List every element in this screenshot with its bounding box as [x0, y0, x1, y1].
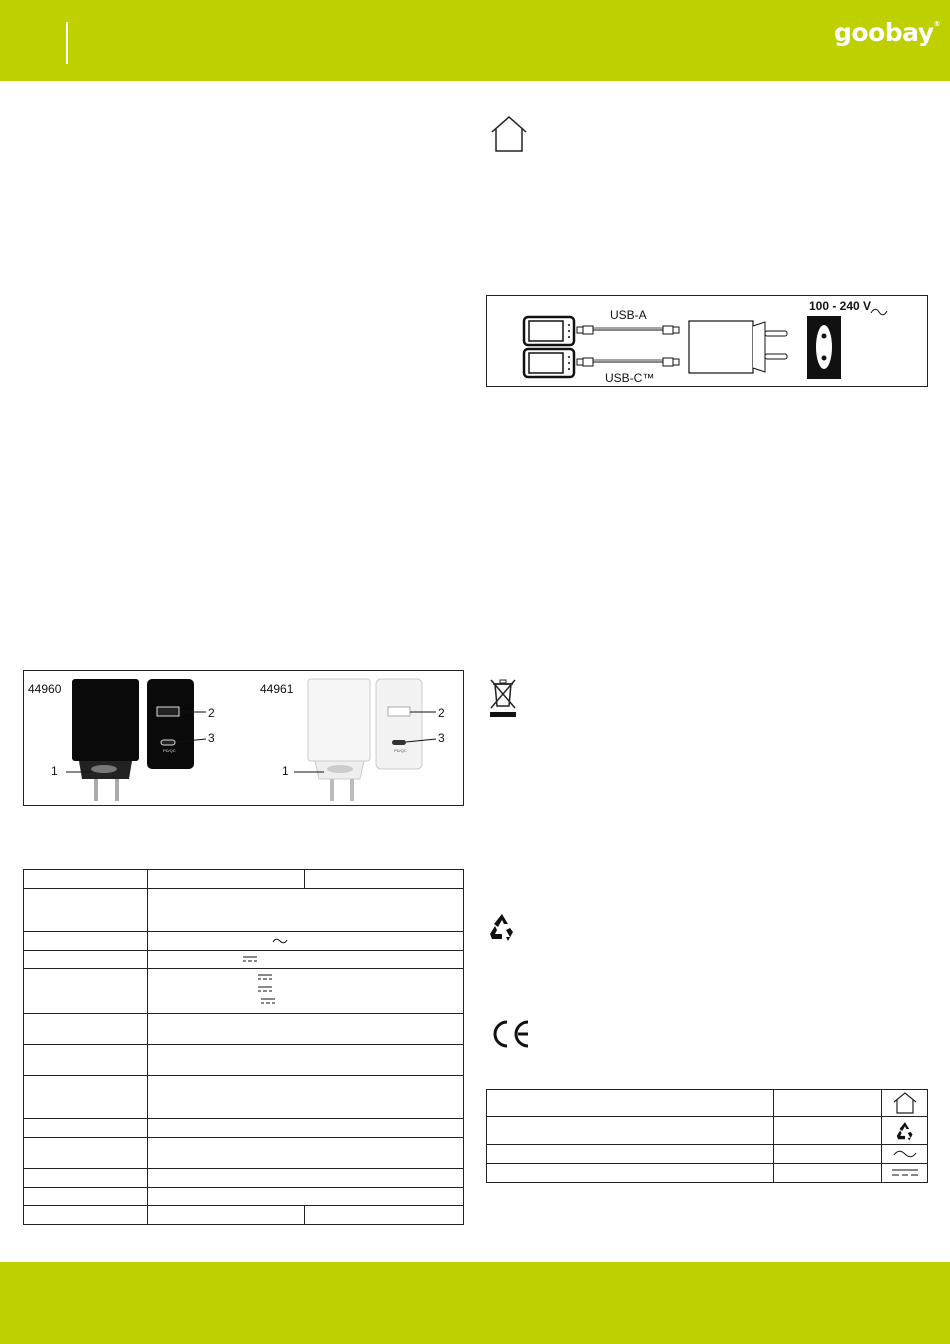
dc-symbol-icon	[258, 986, 272, 992]
spec-cell	[305, 870, 464, 889]
symbol-cell	[882, 1164, 928, 1183]
spec-cell	[24, 932, 148, 951]
spec-cell	[24, 1119, 148, 1138]
spec-cell	[24, 1014, 148, 1045]
model-number-white: 44961	[260, 682, 294, 696]
spec-cell	[147, 1014, 463, 1045]
callout-2-white: 2	[438, 706, 445, 720]
voltage-label: 100 - 240 V	[809, 299, 872, 313]
spec-cell	[24, 951, 148, 969]
port-marking-white: PD/QC	[394, 748, 407, 753]
spec-cell	[147, 1188, 463, 1206]
spec-cell	[24, 1045, 148, 1076]
spec-table	[23, 869, 464, 1225]
spec-cell	[24, 969, 148, 1014]
symbol-cell	[487, 1145, 774, 1164]
symbol-cell	[882, 1090, 928, 1117]
usb-a-label: USB-A	[610, 308, 647, 322]
spec-cell	[147, 932, 463, 951]
spec-cell	[24, 870, 148, 889]
symbol-cell	[882, 1145, 928, 1164]
dc-symbol-icon	[892, 1169, 918, 1177]
dc-symbol-icon	[243, 956, 257, 962]
spec-cell	[24, 889, 148, 932]
model-number-black: 44960	[28, 682, 62, 696]
spec-cell	[24, 1169, 148, 1188]
spec-cell	[24, 1206, 148, 1225]
symbol-table	[486, 1089, 928, 1183]
dc-symbol-icon	[261, 998, 275, 1004]
product-image	[23, 670, 464, 806]
symbol-cell	[774, 1090, 882, 1117]
ac-symbol-icon	[272, 936, 288, 946]
spec-cell	[147, 951, 463, 969]
spec-cell	[24, 1138, 148, 1169]
recycle-icon	[894, 1120, 916, 1142]
ce-mark-icon	[488, 1018, 532, 1050]
symbol-cell	[487, 1117, 774, 1145]
symbol-cell	[774, 1145, 882, 1164]
symbol-cell	[774, 1117, 882, 1145]
spec-cell	[147, 889, 463, 932]
callout-1-white: 1	[282, 764, 289, 778]
symbol-cell	[774, 1164, 882, 1183]
ac-symbol-icon	[893, 1148, 917, 1160]
symbol-cell	[882, 1117, 928, 1145]
callout-3-white: 3	[438, 731, 445, 745]
brand-logo: goobay®	[834, 18, 941, 47]
house-icon	[892, 1091, 918, 1115]
port-marking-black: PD/QC	[163, 748, 176, 753]
symbol-cell	[487, 1164, 774, 1183]
symbol-cell	[487, 1090, 774, 1117]
spec-cell	[305, 1206, 464, 1225]
crossed-bin-icon	[487, 676, 519, 718]
header-divider	[66, 22, 68, 64]
usb-c-label: USB-C™	[605, 371, 655, 385]
spec-cell	[147, 1138, 463, 1169]
house-icon	[488, 114, 530, 154]
connection-diagram	[486, 295, 928, 387]
dc-symbol-icon	[258, 974, 272, 980]
callout-3-black: 3	[208, 731, 215, 745]
spec-cell	[24, 1188, 148, 1206]
callout-1-black: 1	[51, 764, 58, 778]
spec-cell	[24, 1076, 148, 1119]
callout-2-black: 2	[208, 706, 215, 720]
spec-cell	[147, 1206, 305, 1225]
footer-bar	[0, 1262, 950, 1344]
spec-cell	[147, 1076, 463, 1119]
spec-cell	[147, 1169, 463, 1188]
spec-cell	[147, 1045, 463, 1076]
spec-cell	[147, 969, 463, 1014]
spec-cell	[147, 1119, 463, 1138]
spec-cell	[147, 870, 305, 889]
recycle-icon	[486, 912, 518, 942]
header-bar	[0, 0, 950, 81]
